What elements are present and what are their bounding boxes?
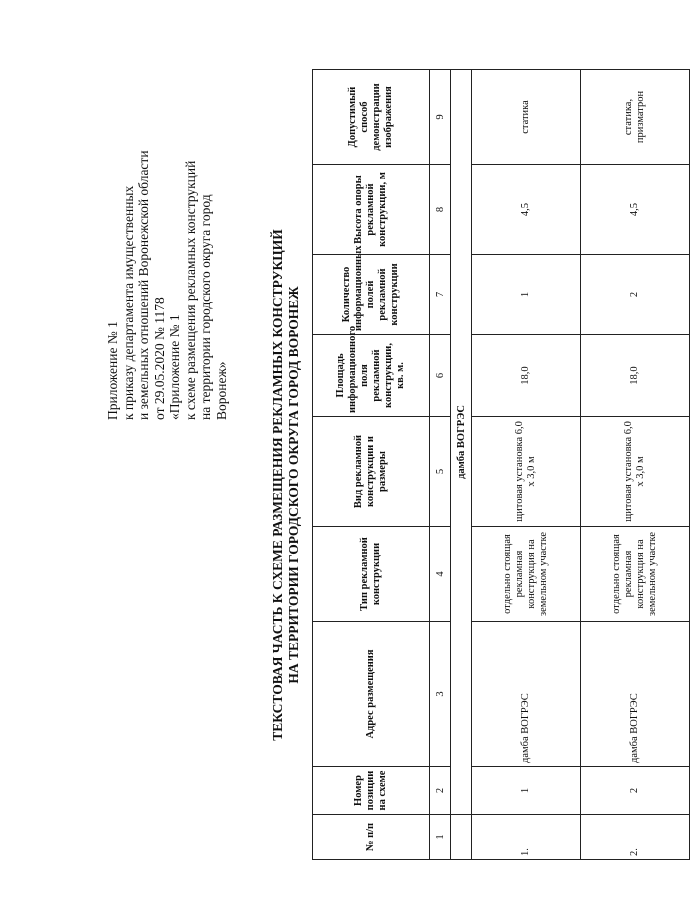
column-number: 1 bbox=[430, 815, 451, 860]
cell-type: отдельно стоящая рекламная конструкция на земельном участке bbox=[472, 527, 581, 622]
appendix-line: Приложение № 1 bbox=[105, 321, 120, 420]
document-title bbox=[270, 105, 302, 865]
section-blank-cell bbox=[451, 815, 472, 860]
header-cell-fields: Количество информационных полей рекламной конструкции bbox=[313, 255, 430, 335]
cell-area: 18,0 bbox=[472, 335, 581, 417]
header-cell-area: Площадь информационного поля рекламной конструкции, кв. м. bbox=[313, 335, 430, 417]
title-line-1: ТЕКСТОВАЯ ЧАСТЬ К СХЕМЕ РАЗМЕЩЕНИЯ РЕКЛАМНЫХ КОНСТРУКЦИЙ bbox=[270, 229, 285, 741]
column-number: 3 bbox=[430, 622, 451, 767]
header-cell-position: Номер позиции на схеме bbox=[313, 767, 430, 815]
appendix-block bbox=[105, 60, 229, 420]
cell-kind: щитовая установка 6,0 х 3,0 м bbox=[581, 417, 690, 527]
header-cell-height: Высота опоры рекламной конструкции, м bbox=[313, 165, 430, 255]
appendix-line: к схеме размещения рекламных конструкций bbox=[182, 160, 198, 420]
header-cell-address: Адрес размещения bbox=[313, 622, 430, 767]
cell-fields: 1 bbox=[472, 255, 581, 335]
column-number: 5 bbox=[430, 417, 451, 527]
appendix-line: «Приложение № 1 bbox=[167, 314, 182, 420]
appendix-line: Воронеж» bbox=[213, 361, 229, 420]
cell-fields: 2 bbox=[581, 255, 690, 335]
cell-area: 18,0 bbox=[581, 335, 690, 417]
title-line-2: НА ТЕРРИТОРИИ ГОРОДСКОГО ОКРУГА ГОРОД ВОРОНЕЖ bbox=[286, 286, 301, 684]
appendix-line: и земельных отношений Воронежской области bbox=[136, 150, 151, 420]
column-number: 8 bbox=[430, 165, 451, 255]
cell-height: 4,5 bbox=[472, 165, 581, 255]
header-cell-type: Тип рекламной конструкции bbox=[313, 527, 430, 622]
column-number: 7 bbox=[430, 255, 451, 335]
column-number: 6 bbox=[430, 335, 451, 417]
cell-position: 2 bbox=[581, 767, 690, 815]
table-row bbox=[581, 70, 690, 860]
cell-address: дамба ВОГРЭС bbox=[472, 622, 581, 767]
appendix-line: от 29.05.2020 № 1178 bbox=[151, 297, 167, 420]
header-cell-kind: Вид рекламной конструкции и размеры bbox=[313, 417, 430, 527]
table-row bbox=[472, 70, 581, 860]
column-number: 2 bbox=[430, 767, 451, 815]
cell-type: отдельно стоящая рекламная конструкция на земельном участке bbox=[581, 527, 690, 622]
appendix-line: на территории городского округа город bbox=[198, 194, 213, 420]
cell-number: 2. bbox=[581, 815, 690, 860]
cell-address: дамба ВОГРЭС bbox=[581, 622, 690, 767]
column-number-row bbox=[430, 70, 451, 860]
header-cell-number: № п/п bbox=[313, 815, 430, 860]
appendix-line: к приказу департамента имущественных bbox=[120, 185, 136, 420]
cell-method: статика, призматрон bbox=[581, 70, 690, 165]
cell-position: 1 bbox=[472, 767, 581, 815]
column-number: 4 bbox=[430, 527, 451, 622]
cell-kind: щитовая установка 6,0 х 3,0 м bbox=[472, 417, 581, 527]
header-cell-method: Допустимый способ демонстрации изображения bbox=[313, 70, 430, 165]
section-row bbox=[451, 70, 472, 860]
constructions-table bbox=[312, 69, 690, 860]
header-row bbox=[313, 70, 430, 860]
cell-number: 1. bbox=[472, 815, 581, 860]
column-number: 9 bbox=[430, 70, 451, 165]
section-title: дамба ВОГРЭС bbox=[451, 70, 472, 815]
cell-method: статика bbox=[472, 70, 581, 165]
cell-height: 4,5 bbox=[581, 165, 690, 255]
